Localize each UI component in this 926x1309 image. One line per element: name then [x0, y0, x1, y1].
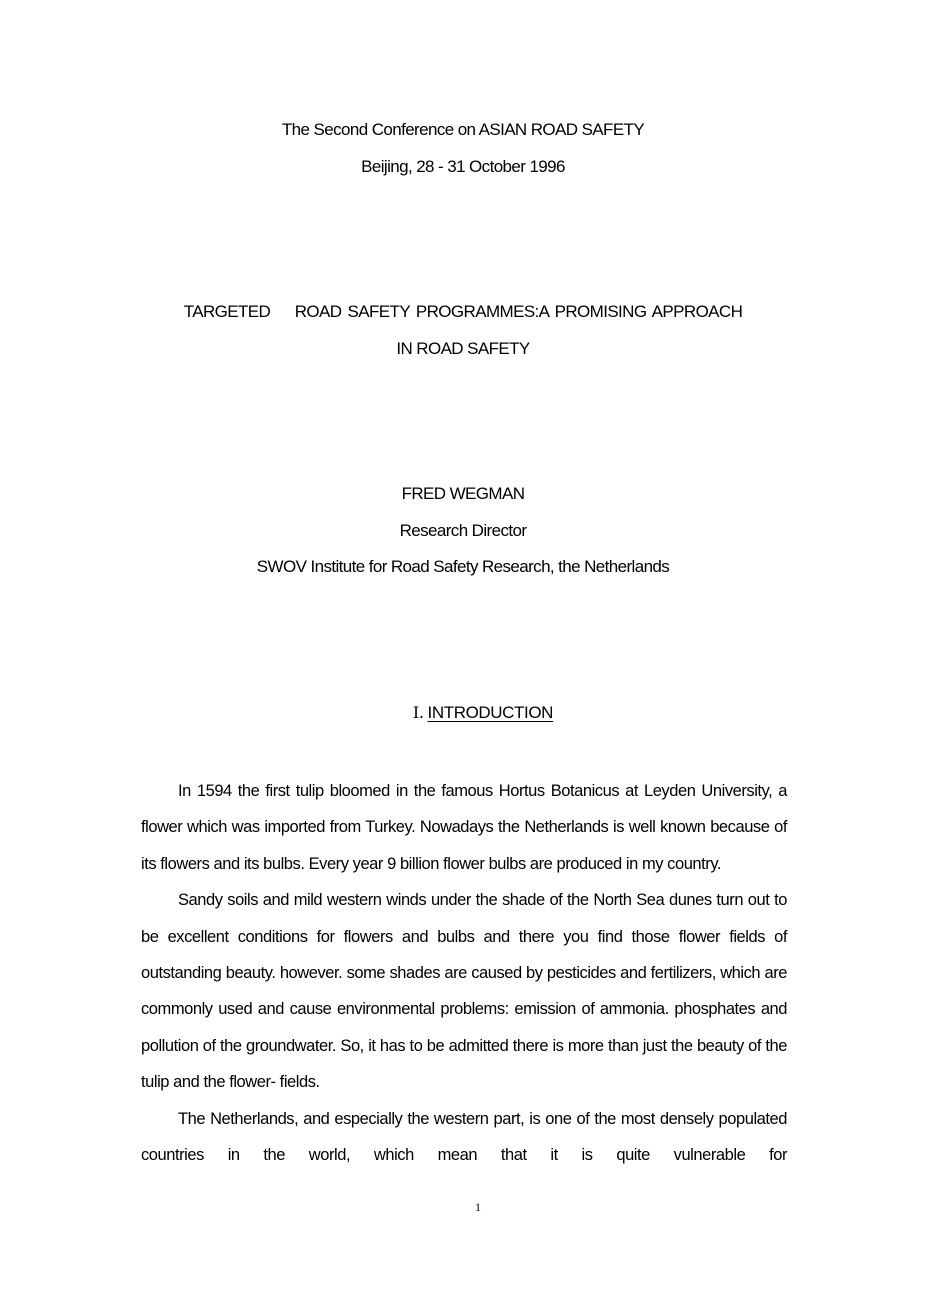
conference-title: The Second Conference on ASIAN ROAD SAFETY	[281, 120, 645, 139]
page-number: 1	[475, 1200, 481, 1214]
conference-location-date: Beijing, 28 - 31 October 1996	[361, 157, 565, 176]
paragraph: In 1594 the first tulip bloomed in the famous Hortus Botanicus at Leyden University, a flower which was imported from Turkey. Nowadays the Netherlands is well known because of its flowers and its bulbs. Every year 9 billion flower bulbs are produced in my country.	[141, 782, 787, 873]
section-heading	[0, 703, 926, 723]
body-text	[141, 773, 787, 1173]
paragraph: Sandy soils and mild western winds under the shade of the North Sea dunes turn out to be excellent conditions for flowers and bulbs and there you find those flower fields of outstanding beauty. however. some shades are caused by pesticides and fertilizers, which are commonly used and cause environmental problems: emission of ammonia. phosphates and pollution of the groundwater. So, it has to be admitted there is more than just the beauty of the tulip and the flower- fields.	[141, 891, 787, 1092]
author-role: Research Director	[399, 521, 527, 540]
section-number: Ⅰ.	[412, 703, 424, 722]
paragraph: The Netherlands, and especially the western part, is one of the most densely populated countries in the world, which mean that it is quite vulnerable for	[141, 1109, 787, 1165]
author-name: FRED WEGMAN	[401, 484, 525, 503]
section-title: INTRODUCTION	[427, 703, 554, 722]
paper-title-line-2: IN ROAD SAFETY	[396, 339, 530, 358]
author-institute: SWOV Institute for Road Safety Research, the Netherlands	[256, 557, 670, 576]
paper-title-line-1: TARGETED ROAD SAFETY PROGRAMMES:A PROMISING APPROACH	[183, 302, 743, 321]
